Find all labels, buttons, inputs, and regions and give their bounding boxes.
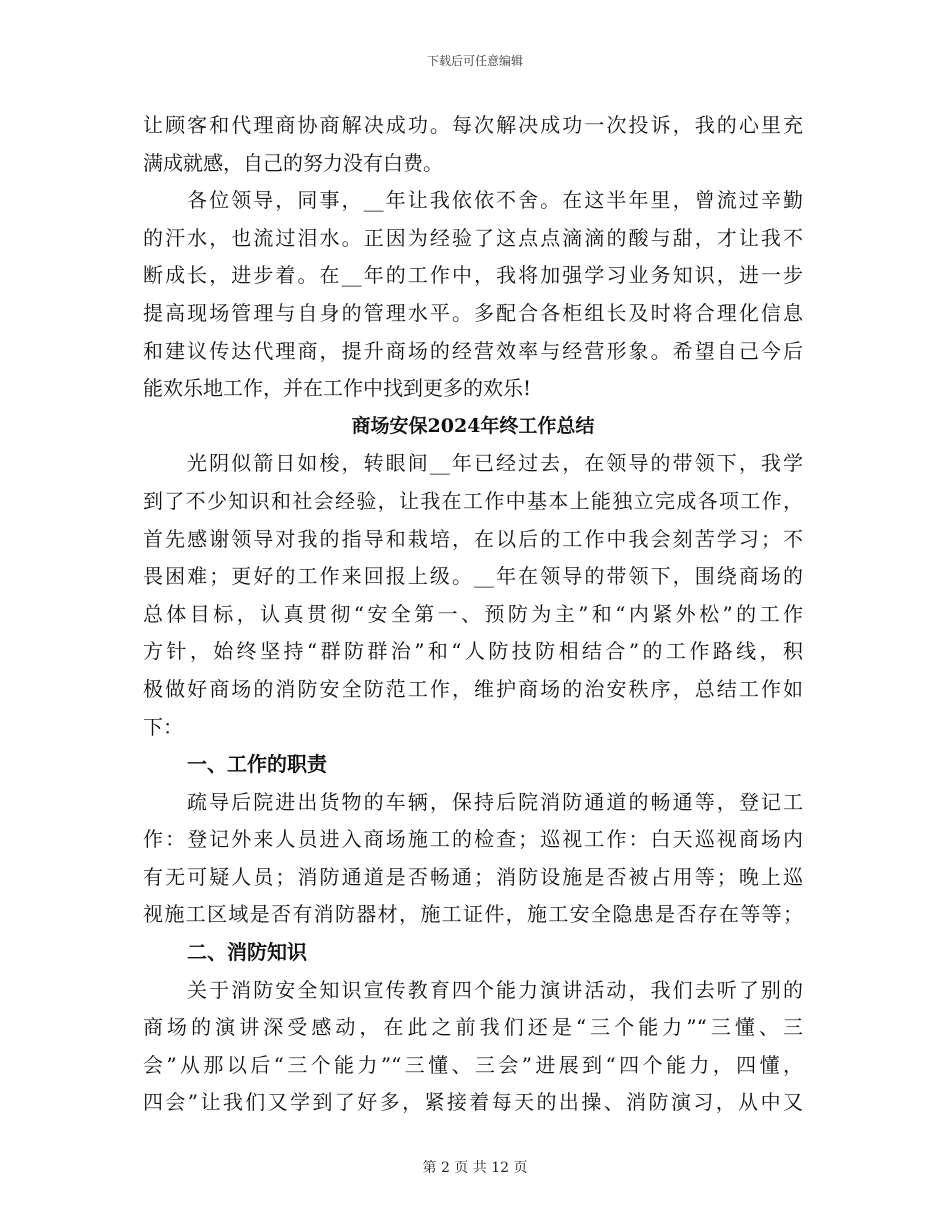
paragraph-line: 的汗水，也流过泪水。正因为经验了这点点滴滴的酸与甜，才让我不 [143,225,803,250]
paragraph-line: 光阴似箭日如梭，转眼间__年已经过去，在领导的带领下，我学 [187,451,803,476]
paragraph-line: 能欢乐地工作，并在工作中找到更多的欢乐! [143,376,532,401]
paragraph-line: 各位领导，同事，__年让我依依不舍。在这半年里，曾流过辛勤 [187,188,803,213]
paragraph-line: 让顾客和代理商协商解决成功。每次解决成功一次投诉，我的心里充 [143,113,803,137]
paragraph-line: 畏困难；更好的工作来回报上级。__年在领导的带领下，围绕商场的 [143,564,803,589]
header-note: 下载后可任意编辑 [426,54,523,68]
paragraph-line: 提高现场管理与自身的管理水平。多配合各柜组长及时将合理化信息 [143,300,803,325]
page-number: 第 2 页 共 12 页 [422,1160,528,1176]
paragraph-line: 有无可疑人员；消防通道是否畅通；消防设施是否被占用等；晚上巡 [143,864,803,889]
paragraph-line: 和建议传达代理商，提升商场的经营效率与经营形象。希望自己今后 [143,338,803,363]
paragraph-line: 满成就感，自己的努力没有白费。 [143,150,443,175]
subheading: 二、消防知识 [187,940,307,965]
paragraph-line: 视施工区域是否有消防器材，施工证件，施工安全隐患是否存在等等； [143,902,803,927]
paragraph-line: 会”从那以后“三个能力”“三懂、三会”进展到“四个能力，四懂， [143,1052,803,1077]
paragraph-line: 关于消防安全知识宣传教育四个能力演讲活动，我们去听了别的 [187,977,803,1002]
paragraph-line: 商场的演讲深受感动，在此之前我们还是“三个能力”“三懂、三 [143,1015,803,1040]
paragraph-line: 作：登记外来人员进入商场施工的检查；巡视工作：白天巡视商场内 [143,827,803,852]
paragraph-line: 极做好商场的消防安全防范工作，维护商场的治安秩序，总结工作如 [143,676,803,701]
paragraph-line: 四会”让我们又学到了好多，紧接着每天的出操、消防演习，从中又 [143,1090,803,1115]
paragraph-line: 首先感谢领导对我的指导和栽培，在以后的工作中我会刻苦学习；不 [143,526,803,551]
paragraph-line: 疏导后院进出货物的车辆，保持后院消防通道的畅通等，登记工 [187,789,803,814]
paragraph-line: 总体目标，认真贯彻“安全第一、预防为主”和“内紧外松”的工作 [143,601,803,626]
paragraph-line: 下： [143,714,183,739]
paragraph-line: 断成长，进步着。在__年的工作中，我将加强学习业务知识，进一步 [143,263,803,288]
paragraph-line: 到了不少知识和社会经验，让我在工作中基本上能独立完成各项工作， [143,488,803,513]
section-title: 商场安保2024年终工作总结 [351,414,595,437]
document-body [143,107,803,1122]
paragraph-line: 方针，始终坚持“群防群治”和“人防技防相结合”的工作路线，积 [143,639,803,664]
subheading: 一、工作的职责 [187,752,327,777]
